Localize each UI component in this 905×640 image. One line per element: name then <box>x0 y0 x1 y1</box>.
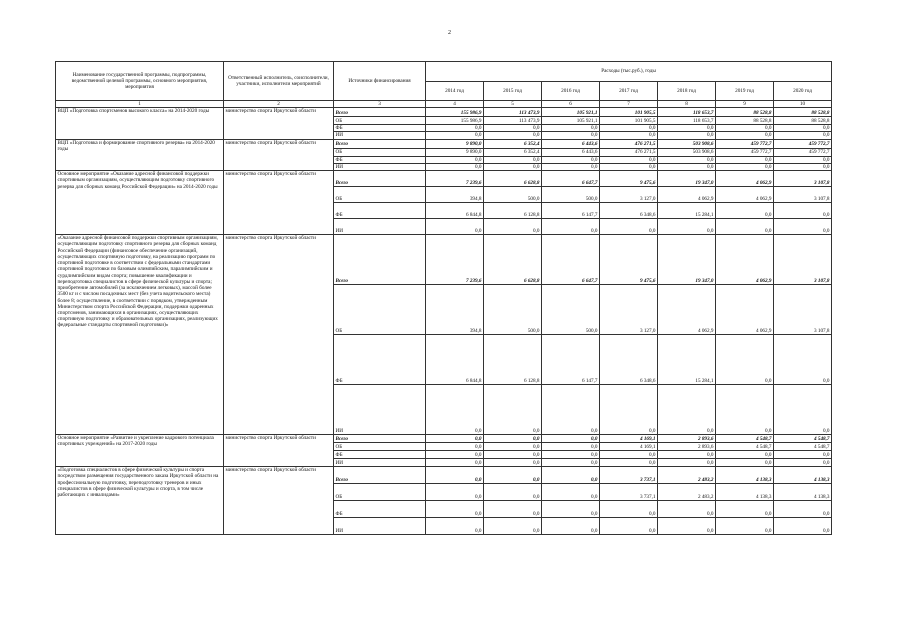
expense-value: 6 844,8 <box>426 335 484 385</box>
table-row <box>56 171 832 187</box>
expense-value: 88 528,8 <box>774 117 832 125</box>
expense-value: 6 128,8 <box>484 203 542 219</box>
executor: министерство спорта Иркутской области <box>224 467 334 535</box>
expense-value: 105 921,1 <box>542 117 600 125</box>
expense-value: 500,0 <box>542 187 600 203</box>
expense-value: 0,0 <box>658 459 716 467</box>
expense-value: 0,0 <box>774 125 832 132</box>
header-expenses: Расходы (тыс.руб.), годы <box>426 62 832 82</box>
column-number: 10 <box>774 101 832 108</box>
expense-value: 6 352,4 <box>484 148 542 156</box>
expense-value: 0,0 <box>484 451 542 459</box>
expense-value: 4 138,3 <box>716 467 774 484</box>
expense-value: 0,0 <box>658 125 716 132</box>
column-number: 7 <box>600 101 658 108</box>
funding-source: ИИ <box>334 163 426 170</box>
expense-value: 476 271,5 <box>600 148 658 156</box>
expense-value: 0,0 <box>774 335 832 385</box>
expense-value: 0,0 <box>484 467 542 484</box>
table-body <box>56 108 832 535</box>
expense-value: 0,0 <box>426 451 484 459</box>
expense-value: 0,0 <box>426 467 484 484</box>
expense-value: 4 548,7 <box>716 435 774 443</box>
expense-value: 0,0 <box>600 219 658 235</box>
executor: министерство спорта Иркутской области <box>224 108 334 139</box>
expense-value: 9 890,0 <box>426 139 484 148</box>
expense-value: 9 475,6 <box>600 235 658 285</box>
measure-name: Основное мероприятие «Развитие и укрепление кадрового потенциала спортивных учреждений» на 2017-2020 годы <box>56 435 224 467</box>
expense-value: 2 893,6 <box>658 435 716 443</box>
funding-source: ФБ <box>334 335 426 385</box>
table-row <box>56 108 832 117</box>
table-row <box>56 435 832 443</box>
expense-value: 3 107,8 <box>774 235 832 285</box>
funding-source: ФБ <box>334 451 426 459</box>
column-number: 4 <box>426 101 484 108</box>
expense-value: 4 548,7 <box>774 443 832 451</box>
expense-value: 0,0 <box>484 156 542 163</box>
expense-value: 0,0 <box>426 132 484 139</box>
expense-value: 4 169,1 <box>600 435 658 443</box>
funding-source: Всего <box>334 108 426 117</box>
expense-value: 0,0 <box>774 219 832 235</box>
expense-value: 0,0 <box>542 451 600 459</box>
expense-value: 0,0 <box>542 459 600 467</box>
expense-value: 0,0 <box>484 385 542 435</box>
expense-value: 0,0 <box>774 385 832 435</box>
expense-value: 6 628,8 <box>484 171 542 187</box>
header-year: 2017 год <box>600 82 658 101</box>
column-number: 8 <box>658 101 716 108</box>
column-number: 9 <box>716 101 774 108</box>
expense-value: 503 908,6 <box>658 148 716 156</box>
header-year: 2015 год <box>484 82 542 101</box>
expense-value: 0,0 <box>716 451 774 459</box>
expense-value: 0,0 <box>716 459 774 467</box>
expense-value: 3 737,1 <box>600 484 658 501</box>
expense-value: 155 986,9 <box>426 108 484 117</box>
expense-value: 4 062,9 <box>716 171 774 187</box>
expense-value: 2 893,6 <box>658 443 716 451</box>
expense-value: 3 127,0 <box>600 285 658 335</box>
funding-source: Всего <box>334 235 426 285</box>
expense-value: 118 653,7 <box>658 108 716 117</box>
expense-value: 459 772,7 <box>774 139 832 148</box>
measure-name: «Подготовка специалистов в сфере физической культуры и спорта посредством размещения государственного заказа Иркутской области на профессиональную подготовку, переподготовку тренеров и иных специалистов в сфере физической культуры и спорта, в том числе работающих с инвалидами» <box>56 467 224 535</box>
expense-value: 0,0 <box>600 385 658 435</box>
funding-source: ИИ <box>334 459 426 467</box>
header-year: 2018 год <box>658 82 716 101</box>
expense-value: 7 239,6 <box>426 235 484 285</box>
expense-value: 0,0 <box>484 501 542 518</box>
expense-value: 0,0 <box>658 156 716 163</box>
funding-source: ОБ <box>334 187 426 203</box>
expense-value: 0,0 <box>716 125 774 132</box>
expense-value: 6 352,4 <box>484 139 542 148</box>
column-number: 1 <box>56 101 224 108</box>
expense-value: 4 062,9 <box>658 285 716 335</box>
table-row <box>56 467 832 484</box>
funding-source: ОБ <box>334 443 426 451</box>
expense-value: 4 548,7 <box>716 443 774 451</box>
expense-value: 101 905,5 <box>600 117 658 125</box>
expense-value: 500,0 <box>484 187 542 203</box>
expense-value: 0,0 <box>542 435 600 443</box>
expense-value: 0,0 <box>542 484 600 501</box>
funding-source: Всего <box>334 467 426 484</box>
expense-value: 101 905,5 <box>600 108 658 117</box>
expense-value: 0,0 <box>658 518 716 535</box>
expenditure-table <box>55 61 832 535</box>
expense-value: 0,0 <box>426 219 484 235</box>
expense-value: 4 062,9 <box>716 285 774 335</box>
expense-value: 0,0 <box>716 335 774 385</box>
funding-source: ОБ <box>334 148 426 156</box>
expense-value: 19 347,0 <box>658 235 716 285</box>
executor: министерство спорта Иркутской области <box>224 235 334 435</box>
expense-value: 0,0 <box>426 163 484 170</box>
expense-value: 19 347,0 <box>658 171 716 187</box>
funding-source: ИИ <box>334 385 426 435</box>
expense-value: 0,0 <box>542 467 600 484</box>
expense-value: 503 908,6 <box>658 139 716 148</box>
header-executor: Ответственный исполнитель, соисполнители, участники, исполнители мероприятий <box>224 62 334 101</box>
measure-name: «Оказание адресной финансовой поддержки спортивным организациям, осуществляющим подготовку спортивного резерва для сборных команд Российской Федерации (финансовое обеспечение организаций, осуществляющих спортивную подготовку, на реализацию программ по спортивной подготовке в соответствии с федеральными стандартами спортивной подготовки по базовым олимпийским, паралимпийским и сурдлимпийским видам спорта; повышение квалификации и переподготовка специалистов в сфере физической культуры и спорта; приобретение автомобилей (за исключением легковых), массой более 3500 кг и с числом посадочных мест (без учета водительского места) более 8; осуществление, в соответствии с порядком, утвержденным Министерством спорта Российской Федерации, поддержки одаренных спортсменов, занимающихся в организациях, осуществляющих спортивную подготовку и образовательных организациях, реализующих федеральные стандарты спортивной подготовки)» <box>56 235 224 435</box>
expense-value: 0,0 <box>658 132 716 139</box>
expense-value: 0,0 <box>774 518 832 535</box>
expense-value: 459 772,7 <box>716 139 774 148</box>
expense-value: 0,0 <box>484 459 542 467</box>
expense-value: 3 737,1 <box>600 467 658 484</box>
expense-value: 394,8 <box>426 187 484 203</box>
expense-value: 15 284,1 <box>658 335 716 385</box>
expense-value: 0,0 <box>542 163 600 170</box>
expense-value: 0,0 <box>658 163 716 170</box>
expense-value: 6 647,7 <box>542 171 600 187</box>
expense-value: 0,0 <box>484 132 542 139</box>
expense-value: 0,0 <box>716 156 774 163</box>
measure-name: ВЦП «Подготовка спортсменов высокого класса» на 2014-2020 годы <box>56 108 224 139</box>
expense-value: 4 169,1 <box>600 443 658 451</box>
expense-value: 0,0 <box>484 484 542 501</box>
measure-name: Основное мероприятие «Оказание адресной финансовой поддержки спортивным организациям, осуществляющим подготовку спортивного резерва для сборных команд Российской Федерации» на 2014-2020 годы <box>56 171 224 235</box>
expense-value: 118 653,7 <box>658 117 716 125</box>
expense-value: 0,0 <box>716 501 774 518</box>
expense-value: 88 528,8 <box>716 117 774 125</box>
expense-value: 155 986,9 <box>426 117 484 125</box>
expense-value: 394,8 <box>426 285 484 335</box>
expense-value: 0,0 <box>426 443 484 451</box>
funding-source: Всего <box>334 171 426 187</box>
expense-value: 6 147,7 <box>542 203 600 219</box>
expense-value: 6 348,6 <box>600 335 658 385</box>
expense-value: 0,0 <box>716 132 774 139</box>
expense-value: 3 127,0 <box>600 187 658 203</box>
expense-value: 0,0 <box>542 443 600 451</box>
expense-value: 6 844,8 <box>426 203 484 219</box>
expense-value: 0,0 <box>542 518 600 535</box>
page-number: 2 <box>448 30 451 36</box>
expense-value: 0,0 <box>658 451 716 459</box>
expense-value: 0,0 <box>716 219 774 235</box>
expense-value: 6 628,8 <box>484 235 542 285</box>
expense-value: 0,0 <box>716 385 774 435</box>
expense-value: 7 239,6 <box>426 171 484 187</box>
funding-source: ФБ <box>334 156 426 163</box>
expense-value: 0,0 <box>600 501 658 518</box>
expense-value: 3 107,8 <box>774 187 832 203</box>
expense-value: 0,0 <box>426 484 484 501</box>
expense-value: 0,0 <box>426 156 484 163</box>
expense-value: 500,0 <box>542 285 600 335</box>
expense-value: 459 772,7 <box>774 148 832 156</box>
funding-source: ИИ <box>334 518 426 535</box>
funding-source: ФБ <box>334 501 426 518</box>
expense-value: 2 483,2 <box>658 467 716 484</box>
expense-value: 0,0 <box>542 219 600 235</box>
expense-value: 0,0 <box>774 459 832 467</box>
expense-value: 3 107,8 <box>774 171 832 187</box>
column-number: 5 <box>484 101 542 108</box>
expense-value: 6 443,6 <box>542 139 600 148</box>
expense-value: 0,0 <box>658 501 716 518</box>
expense-value: 4 138,3 <box>774 484 832 501</box>
expense-value: 0,0 <box>716 518 774 535</box>
expense-value: 476 271,5 <box>600 139 658 148</box>
expense-value: 0,0 <box>542 156 600 163</box>
header-year: 2014 год <box>426 82 484 101</box>
expense-value: 0,0 <box>542 132 600 139</box>
expense-value: 0,0 <box>774 163 832 170</box>
expense-value: 0,0 <box>426 459 484 467</box>
expense-value: 2 483,2 <box>658 484 716 501</box>
header-source: Источники финансирования <box>334 62 426 101</box>
expense-value: 0,0 <box>600 518 658 535</box>
expense-value: 6 348,6 <box>600 203 658 219</box>
expense-value: 15 284,1 <box>658 203 716 219</box>
measure-name: ВЦП «Подготовка и формирование спортивного резерва» на 2014-2020 годы <box>56 139 224 170</box>
expense-value: 6 147,7 <box>542 335 600 385</box>
funding-source: ОБ <box>334 117 426 125</box>
expense-value: 4 062,9 <box>716 235 774 285</box>
funding-source: ОБ <box>334 285 426 335</box>
expense-value: 0,0 <box>426 385 484 435</box>
expense-value: 0,0 <box>658 219 716 235</box>
expense-value: 4 138,3 <box>774 467 832 484</box>
expense-value: 0,0 <box>658 385 716 435</box>
funding-source: ИИ <box>334 219 426 235</box>
expense-value: 0,0 <box>484 518 542 535</box>
expense-value: 9 475,6 <box>600 171 658 187</box>
expense-value: 0,0 <box>426 435 484 443</box>
expense-value: 0,0 <box>426 501 484 518</box>
expense-value: 0,0 <box>542 501 600 518</box>
expense-value: 0,0 <box>600 163 658 170</box>
expense-value: 4 062,9 <box>716 187 774 203</box>
expense-value: 9 890,0 <box>426 148 484 156</box>
table-row <box>56 139 832 148</box>
funding-source: ОБ <box>334 484 426 501</box>
expense-value: 0,0 <box>542 125 600 132</box>
expense-value: 113 473,9 <box>484 108 542 117</box>
expense-value: 0,0 <box>542 385 600 435</box>
funding-source: ИИ <box>334 132 426 139</box>
expense-value: 0,0 <box>716 163 774 170</box>
expense-value: 459 772,7 <box>716 148 774 156</box>
expense-value: 0,0 <box>774 132 832 139</box>
expense-value: 0,0 <box>600 125 658 132</box>
expense-value: 0,0 <box>426 518 484 535</box>
expense-value: 88 528,8 <box>716 108 774 117</box>
expense-value: 4 062,9 <box>658 187 716 203</box>
expense-value: 500,0 <box>484 285 542 335</box>
funding-source: Всего <box>334 435 426 443</box>
expense-value: 4 138,3 <box>716 484 774 501</box>
expense-value: 0,0 <box>484 163 542 170</box>
expense-value: 0,0 <box>600 459 658 467</box>
expense-value: 0,0 <box>600 156 658 163</box>
table-row <box>56 235 832 285</box>
header-year: 2019 год <box>716 82 774 101</box>
expense-value: 0,0 <box>484 125 542 132</box>
funding-source: ФБ <box>334 203 426 219</box>
expense-value: 6 443,6 <box>542 148 600 156</box>
column-number: 6 <box>542 101 600 108</box>
expense-value: 88 528,8 <box>774 108 832 117</box>
expense-value: 6 647,7 <box>542 235 600 285</box>
expense-value: 113 473,9 <box>484 117 542 125</box>
expense-value: 0,0 <box>774 451 832 459</box>
expense-value: 0,0 <box>484 219 542 235</box>
expense-value: 4 548,7 <box>774 435 832 443</box>
funding-source: Всего <box>334 139 426 148</box>
expense-value: 0,0 <box>774 203 832 219</box>
executor: министерство спорта Иркутской области <box>224 435 334 467</box>
executor: министерство спорта Иркутской области <box>224 139 334 170</box>
expense-value: 0,0 <box>774 156 832 163</box>
header-year: 2020 год <box>774 82 832 101</box>
header-year: 2016 год <box>542 82 600 101</box>
funding-source: ФБ <box>334 125 426 132</box>
column-number: 3 <box>334 101 426 108</box>
expense-value: 0,0 <box>716 203 774 219</box>
executor: министерство спорта Иркутской области <box>224 171 334 235</box>
expense-value: 6 128,8 <box>484 335 542 385</box>
expense-value: 3 107,8 <box>774 285 832 335</box>
expense-value: 105 921,1 <box>542 108 600 117</box>
expense-value: 0,0 <box>484 435 542 443</box>
expense-value: 0,0 <box>774 501 832 518</box>
header-name: Наименование государственной программы, подпрограммы, ведомственной целевой программы, основного мероприятия, мероприятия <box>56 62 224 101</box>
column-number: 2 <box>224 101 334 108</box>
expense-value: 0,0 <box>600 132 658 139</box>
expense-value: 0,0 <box>600 451 658 459</box>
expense-value: 0,0 <box>484 443 542 451</box>
expense-value: 0,0 <box>426 125 484 132</box>
